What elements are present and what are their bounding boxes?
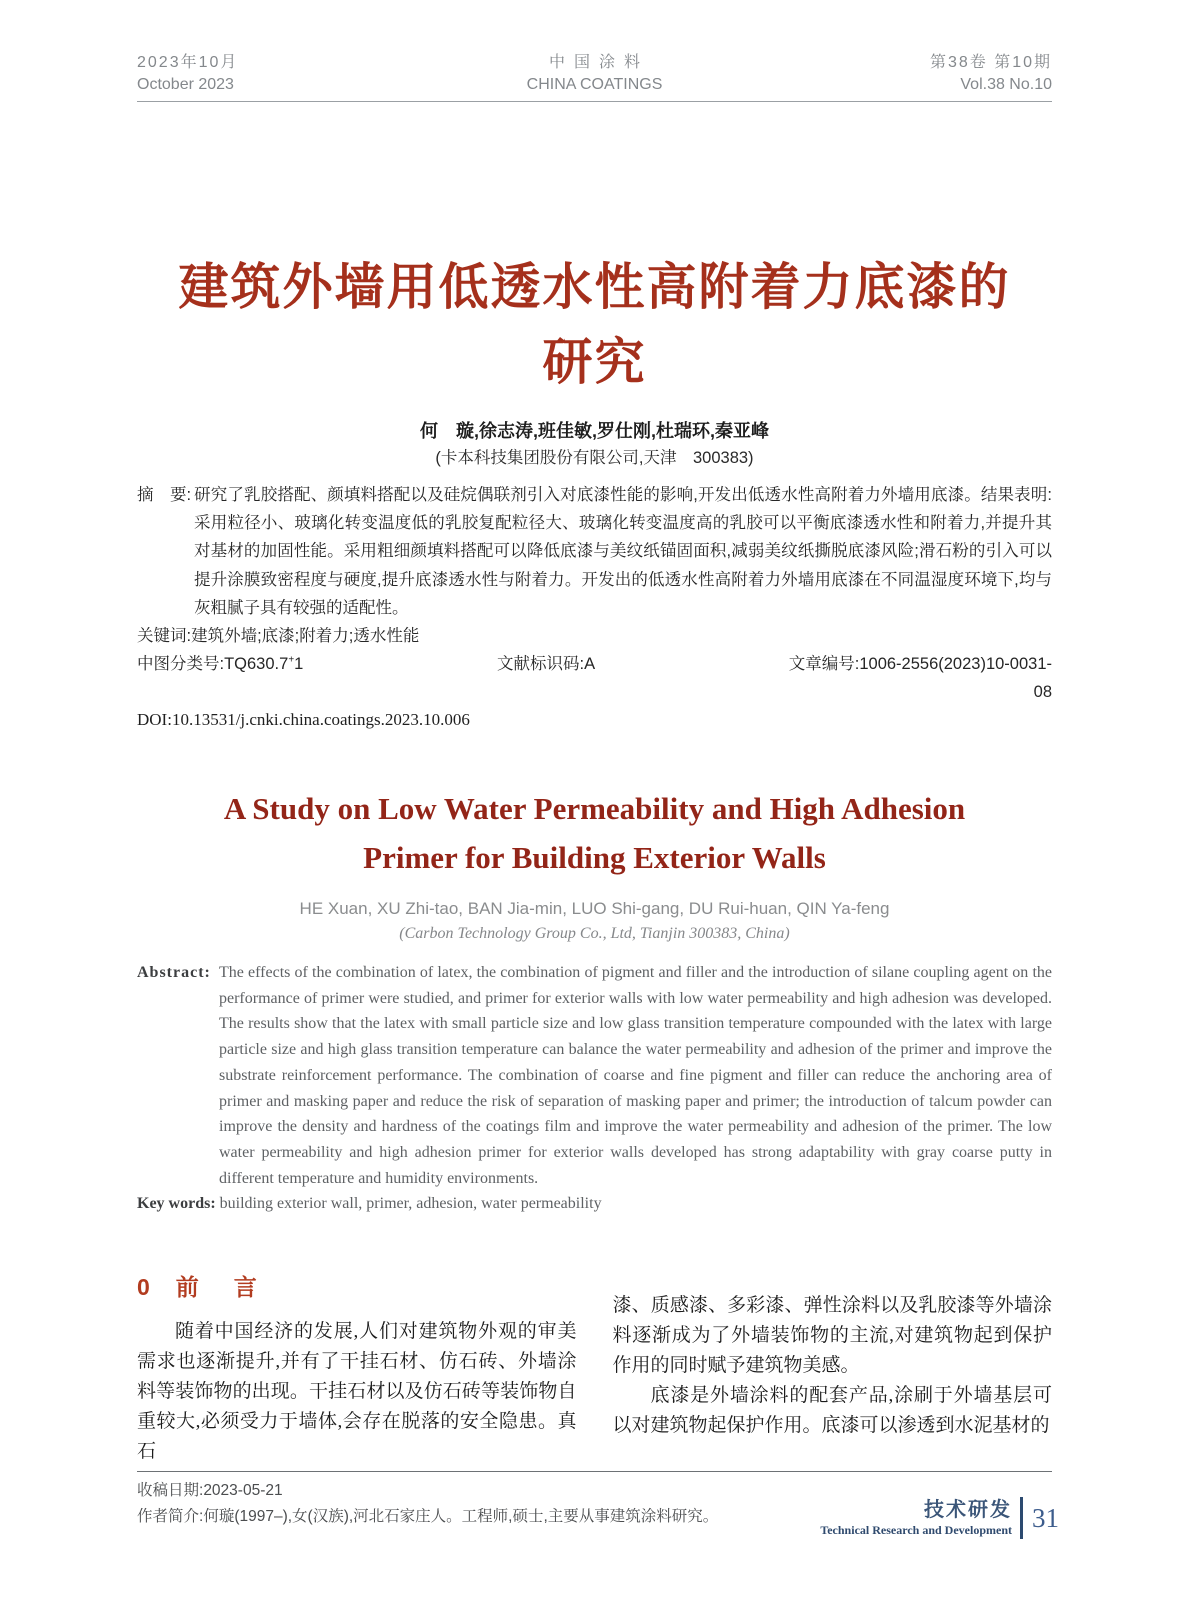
article-number xyxy=(777,650,1052,706)
keywords-zh-label: 关键词: xyxy=(137,627,192,646)
section-0-columns xyxy=(137,1271,1052,1467)
abstract-zh-label: 摘 要: xyxy=(137,486,192,504)
intro-paragraph-left: 随着中国经济的发展,人们对建筑物外观的审美需求也逐渐提升,并有了干挂石材、仿石砖、外墙涂料等装饰物的出现。干挂石材以及仿石砖等装饰物自重较大,必须受力于墙体,会存在脱落的安全隐患。真石 xyxy=(137,1321,577,1463)
document-code xyxy=(497,650,777,706)
keywords-en-label: Key words: xyxy=(137,1195,216,1213)
clc-number xyxy=(137,650,497,706)
article-number-value: 1006-2556(2023)10-0031-08 xyxy=(859,655,1052,702)
author-bio-value: 何璇(1997–),女(汉族),河北石家庄人。工程师,硕士,主要从事建筑涂料研究。 xyxy=(203,1508,719,1526)
received-date-value: 2023-05-21 xyxy=(203,1482,283,1500)
section-0-title: 前 言 xyxy=(175,1274,263,1301)
article-title-zh-line1: 建筑外墙用低透水性高附着力底漆的 xyxy=(178,259,1011,315)
running-head-right xyxy=(662,52,1052,96)
journal-name-zh: 中国涂料 xyxy=(548,54,649,71)
abstract-en-label: Abstract: xyxy=(137,964,211,982)
article-title-en-line1: A Study on Low Water Permeability and High Adhesion xyxy=(223,791,966,827)
running-head-center xyxy=(527,52,663,96)
column-left xyxy=(137,1271,577,1467)
volume-issue-en: Vol.38 No.10 xyxy=(960,76,1052,93)
authors-zh: 何 璇,徐志涛,班佳敏,罗仕刚,杜瑞环,秦亚峰 xyxy=(419,421,769,441)
page-footer xyxy=(820,1497,1059,1539)
clc-value: TQ630.7 xyxy=(224,655,289,674)
article-meta-row xyxy=(137,650,1052,706)
document-code-label: 文献标识码: xyxy=(497,655,585,674)
affiliation-en: (Carbon Technology Group Co., Ltd, Tianjin 300383, China) xyxy=(399,925,790,943)
page-number: 31 xyxy=(1032,1503,1059,1533)
article-title-zh xyxy=(137,250,1052,400)
affiliation-zh: (卡本科技集团股份有限公司,天津 300383) xyxy=(435,449,754,467)
article-number-label: 文章编号: xyxy=(788,655,860,674)
keywords-zh-text: 建筑外墙;底漆;附着力;透水性能 xyxy=(191,627,420,646)
abstract-zh xyxy=(137,481,1052,622)
section-0-heading xyxy=(137,1271,577,1303)
received-date-label: 收稿日期: xyxy=(137,1482,204,1500)
footer-column-zh: 技术研发 xyxy=(924,1499,1012,1521)
section-0-number: 0 xyxy=(137,1274,150,1301)
column-right xyxy=(613,1271,1053,1467)
author-bio-label: 作者简介: xyxy=(137,1508,204,1526)
doi: DOI:10.13531/j.cnki.china.coatings.2023.10.006 xyxy=(137,710,470,730)
keywords-en-text: building exterior wall, primer, adhesion, water permeability xyxy=(219,1195,602,1213)
abstract-en xyxy=(137,960,1052,1191)
footer-column-name xyxy=(820,1498,1020,1538)
document-code-value: A xyxy=(584,655,596,674)
intro-paragraph-right-continued: 漆、质感漆、多彩漆、弹性涂料以及乳胶漆等外墙涂料逐渐成为了外墙装饰物的主流,对建筑物起到保护作用的同时赋予建筑物美感。 xyxy=(612,1295,1052,1377)
issue-date-en: October 2023 xyxy=(137,76,234,93)
authors-en: HE Xuan, XU Zhi-tao, BAN Jia-min, LUO Shi-gang, DU Rui-huan, QIN Ya-feng xyxy=(299,899,890,919)
clc-label: 中图分类号: xyxy=(137,655,225,674)
journal-running-head xyxy=(137,52,1052,96)
abstract-en-text: The effects of the combination of latex, the combination of pigment and filler and the introduction of silane coupling agent on the performance of primer were studied, and primer for exterior walls with low water permeability and high adhesion was developed. The results show that the latex with small particle size and low glass transition temperature compounded with the latex with large particle size and high glass transition temperature can balance the water permeability and adhesion of the primer and improve the substrate reinforcement performance. The combination of coarse and fine pigment and filler can reduce the anchoring area of primer and masking paper and reduce the risk of separation of masking paper and primer; the introduction of talcum powder can improve the density and hardness of the coatings film and improve the water permeability and adhesion of the primer. The low water permeability and high adhesion primer for exterior walls developed has strong adaptability with gray coarse putty in different temperature and humidity environments. xyxy=(219,964,1052,1187)
volume-issue-zh: 第38卷 第10期 xyxy=(929,54,1052,71)
clc-tail: 1 xyxy=(294,655,304,674)
footer-column-en: Technical Research and Development xyxy=(820,1523,1012,1537)
keywords-zh xyxy=(137,622,1052,650)
issue-date-zh: 2023年10月 xyxy=(137,54,239,71)
footnote-divider xyxy=(137,1471,1052,1472)
abstract-zh-text: 研究了乳胶搭配、颜填料搭配以及硅烷偶联剂引入对底漆性能的影响,开发出低透水性高附着力外墙用底漆。结果表明:采用粒径小、玻璃化转变温度低的乳胶复配粒径大、玻璃化转变温度高的乳胶可以平衡底漆透水性和附着力,并提升其对基材的加固性能。采用粗细颜填料搭配可以降低底漆与美纹纸锚固面积,减弱美纹纸撕脱底漆风险;滑石粉的引入可以提升涂膜致密程度与硬度,提升底漆透水性与附着力。开发出的低透水性高附着力外墙用底漆在不同温湿度环境下,均与灰粗腻子具有较强的适配性。 xyxy=(194,486,1052,617)
running-head-divider xyxy=(137,101,1052,102)
running-head-left xyxy=(137,52,527,96)
intro-paragraph-right-2: 底漆是外墙涂料的配套产品,涂刷于外墙基层可以对建筑物起保护作用。底漆可以渗透到水泥基材的 xyxy=(612,1385,1052,1437)
keywords-en xyxy=(137,1191,1052,1217)
article-title-zh-line2: 研究 xyxy=(542,334,647,390)
article-title-en-line2: Primer for Building Exterior Walls xyxy=(363,840,826,876)
article-title-en xyxy=(137,784,1052,882)
journal-name-en: CHINA COATINGS xyxy=(526,76,663,93)
clc-superscript: + xyxy=(288,654,295,666)
